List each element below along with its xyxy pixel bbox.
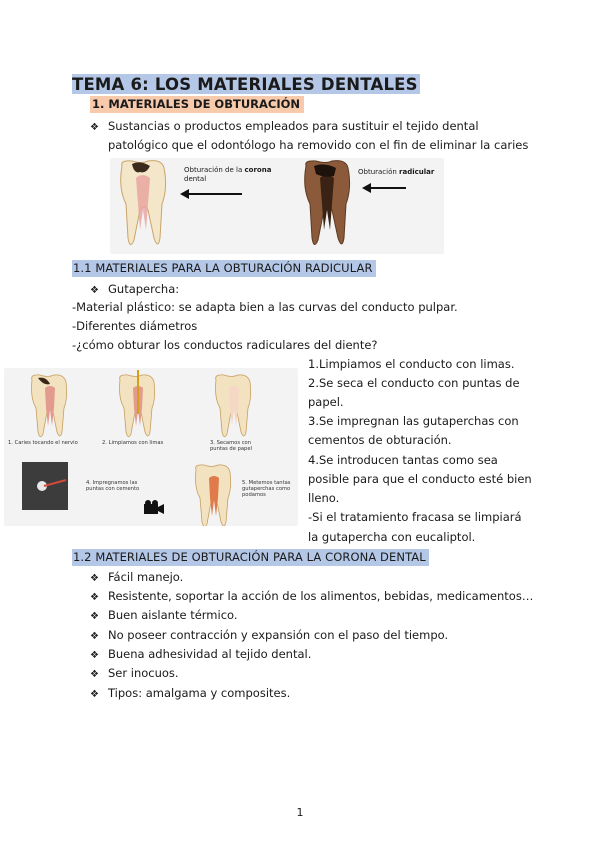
step-line: 4.Se introducen tantas como sea [308, 453, 498, 467]
step-line: 2.Se seca el conducto con puntas de [308, 376, 520, 390]
text-line: -Material plástico: se adapta bien a las curvas del conducto pulpar. [72, 300, 458, 314]
bullet-item [90, 608, 238, 624]
bullet-item [90, 647, 311, 663]
step-caption: 4. Impregnamos las [86, 480, 138, 486]
diamond-bullet-icon: ❖ [90, 631, 99, 642]
crown-filling-label: Obturación de la corona dental [184, 166, 272, 183]
step-line: -Si el tratamiento fracasa se limpiará [308, 510, 522, 524]
root-filling-label: Obturación radicular [358, 168, 435, 176]
arrow-left-icon [180, 189, 242, 199]
diamond-bullet-icon: ❖ [90, 611, 99, 622]
bullet-text: No poseer contracción y expansión con el paso del tiempo. [108, 628, 449, 642]
step-caption: 5. Metemos tantas [242, 480, 291, 486]
tooth-paper-point-icon [216, 375, 251, 437]
bullet-text: Resistente, soportar la acción de los alimentos, bebidas, medicamentos… [108, 589, 534, 603]
text-line: -Diferentes diámetros [72, 319, 198, 333]
step-caption: puntas de papel [210, 446, 252, 452]
step-caption: 1. Caries tocando el nervio [8, 440, 78, 446]
bullet-item [90, 628, 448, 644]
diamond-bullet-icon: ❖ [90, 285, 99, 296]
page-title: TEMA 6: LOS MATERIALES DENTALES [72, 75, 418, 94]
bullet-item [90, 589, 533, 605]
tooth-root-icon [305, 161, 350, 245]
diamond-bullet-icon: ❖ [90, 689, 99, 700]
step-caption: gutaperchas como [242, 486, 291, 492]
bullet-text: Buena adhesividad al tejido dental. [108, 647, 312, 661]
bullet-text: Fácil manejo. [108, 570, 184, 584]
bullet-text: Sustancias o productos empleados para sustituir el tejido dental [108, 119, 479, 133]
step-caption: 2. Limpiamos con limas [102, 440, 164, 446]
root-canal-steps-figure [4, 368, 298, 526]
section-heading-obturacion-corona: 1.2 MATERIALES DE OBTURACIÓN PARA LA CORONA DENTAL [72, 549, 429, 566]
obturation-types-figure [110, 158, 444, 254]
diamond-bullet-icon: ❖ [90, 122, 99, 133]
bullet-item [90, 570, 183, 586]
bullet-continuation: patológico que el odontólogo ha removido con el fin de eliminar la caries [108, 138, 529, 152]
bullet-item [90, 282, 179, 298]
tooth-caries-icon [32, 375, 67, 437]
bullet-item [90, 686, 290, 702]
text-line: -¿cómo obturar los conductos radiculares del diente? [72, 338, 378, 352]
gutta-percha-photo-icon [22, 462, 68, 510]
bullet-text: Gutapercha: [108, 282, 180, 296]
bullet-item [90, 119, 479, 135]
section-heading-materiales-obturacion: 1. MATERIALES DE OBTURACIÓN [90, 96, 304, 113]
root-canal-illustration [4, 368, 298, 526]
step-caption: puntas con cemento [86, 486, 140, 492]
step-line: la gutapercha con eucaliptol. [308, 530, 476, 544]
section-heading-obturacion-radicular: 1.1 MATERIALES PARA LA OBTURACIÓN RADICULAR [72, 260, 376, 277]
arrow-left-icon [362, 183, 406, 193]
step-line: posible para que el conducto esté bien [308, 472, 532, 486]
step-caption: podamos [242, 492, 266, 498]
video-camera-icon [144, 500, 164, 514]
step-line: papel. [308, 395, 344, 409]
bullet-text: Tipos: amalgama y composites. [108, 686, 291, 700]
bullet-text: Ser inocuos. [108, 666, 179, 680]
bullet-text: Buen aislante térmico. [108, 608, 238, 622]
page-number: 1 [296, 806, 304, 819]
step-line: lleno. [308, 491, 340, 505]
step-line: 3.Se impregnan las gutaperchas con [308, 414, 519, 428]
step-caption: 3. Secamos con [210, 440, 252, 446]
tooth-filled-icon [196, 465, 231, 526]
diamond-bullet-icon: ❖ [90, 592, 99, 603]
bullet-item [90, 666, 179, 682]
tooth-file-icon [120, 370, 155, 437]
diamond-bullet-icon: ❖ [90, 669, 99, 680]
step-line: cementos de obturación. [308, 433, 452, 447]
tooth-crown-icon [121, 161, 166, 245]
step-line: 1.Limpiamos el conducto con limas. [308, 357, 515, 371]
diamond-bullet-icon: ❖ [90, 573, 99, 584]
diamond-bullet-icon: ❖ [90, 650, 99, 661]
